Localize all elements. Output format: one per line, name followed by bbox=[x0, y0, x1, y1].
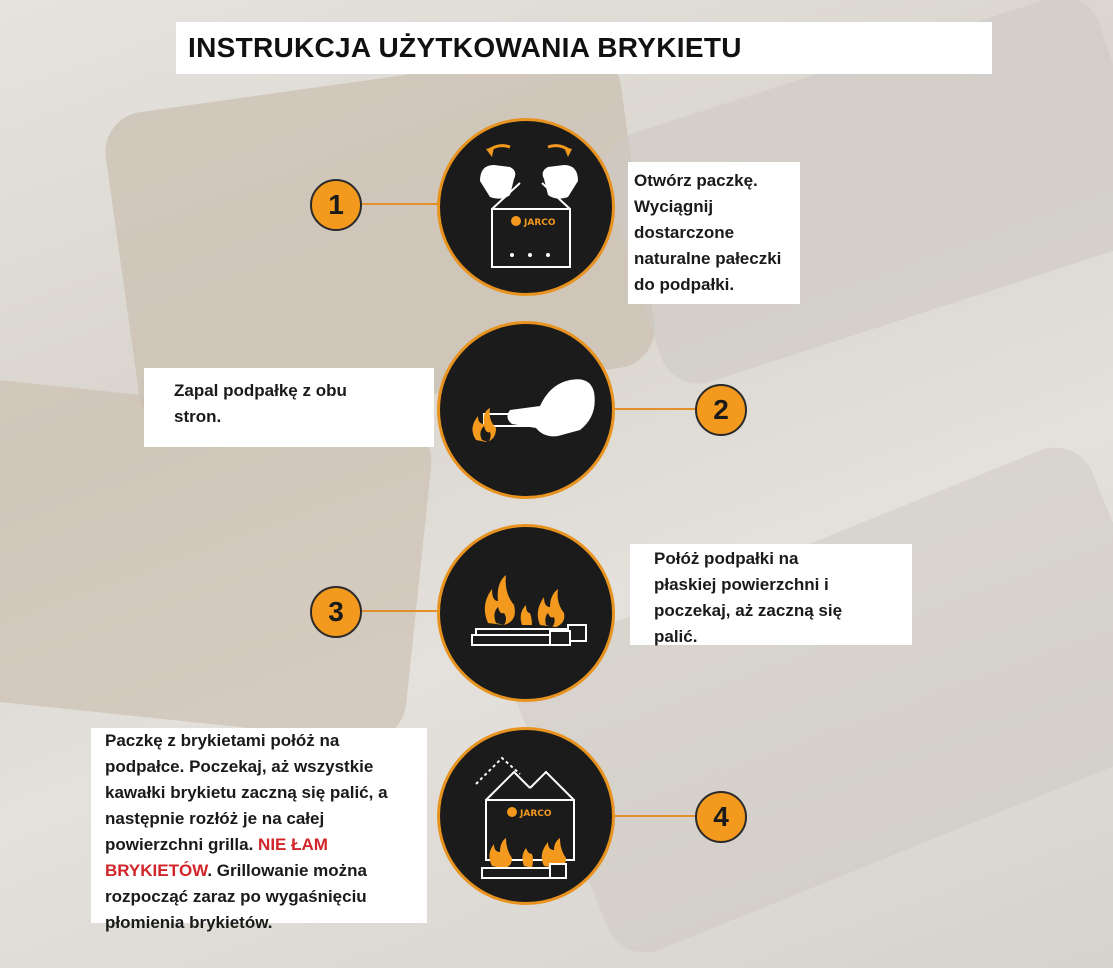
step-number-badge: 2 bbox=[695, 384, 747, 436]
step-1-circle bbox=[437, 118, 615, 296]
connector-line bbox=[358, 610, 440, 612]
light-firestarter-icon bbox=[440, 324, 615, 499]
step-3-circle bbox=[437, 524, 615, 702]
step-1-text-box bbox=[628, 162, 800, 304]
step-4-text-part2: . Grillowanie można rozpocząć zaraz po wygaśnięciu płomienia brykietów. bbox=[105, 861, 367, 932]
connector-line bbox=[615, 815, 697, 817]
open-package-icon bbox=[440, 121, 615, 296]
page-title: INSTRUKCJA UŻYTKOWANIA BRYKIETU bbox=[188, 32, 742, 63]
svg-text:JARCO: JARCO bbox=[524, 218, 556, 228]
step-3-text-box bbox=[630, 544, 912, 645]
warning-text: NIE ŁAM BRYKIETÓW bbox=[105, 835, 328, 880]
step-2-text: Zapal podpałkę z obu stron. bbox=[174, 381, 347, 426]
step-4-text-box bbox=[91, 728, 427, 932]
step-1-text: Otwórz paczkę. Wyciągnij dostarczone naturalne pałeczki do podpałki. bbox=[634, 171, 782, 294]
title-box bbox=[176, 22, 992, 74]
step-2-circle bbox=[437, 321, 615, 499]
step-4-circle bbox=[437, 727, 615, 905]
svg-text:JARCO: JARCO bbox=[520, 809, 552, 819]
package-on-fire-icon bbox=[440, 730, 615, 905]
step-number-badge: 3 bbox=[310, 586, 362, 638]
step-4-text bbox=[105, 728, 417, 936]
step-4-text-part1: Paczkę z brykietami połóż na podpałce. Poczekaj, aż wszystkie kawałki brykietu zaczną się palić, a następnie rozłóż je na całej powierzchni grilla. bbox=[105, 731, 388, 854]
connector-line bbox=[615, 408, 697, 410]
step-2-text-box bbox=[144, 368, 434, 447]
step-number-badge: 1 bbox=[310, 179, 362, 231]
burning-sticks-icon bbox=[440, 527, 615, 702]
connector-line bbox=[358, 203, 440, 205]
step-3-text: Połóż podpałki na płaskiej powierzchni i poczekaj, aż zaczną się palić. bbox=[654, 549, 843, 646]
step-number-badge: 4 bbox=[695, 791, 747, 843]
